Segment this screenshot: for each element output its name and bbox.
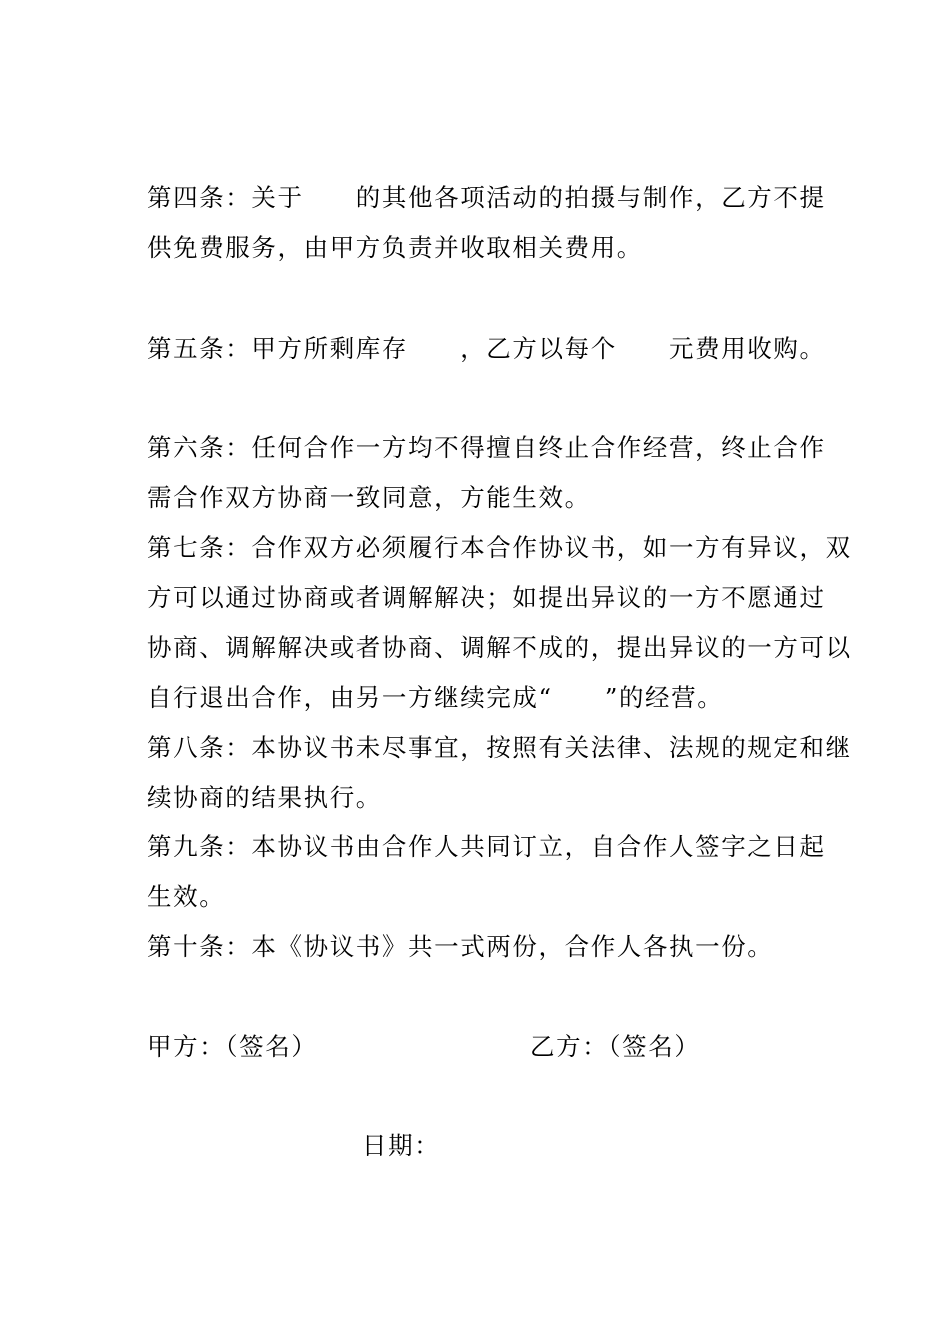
article-7-line-3: 协商、调解解决或者协商、调解不成的，提出异议的一方可以 [147, 633, 852, 662]
party-b-signature: 乙方：（签名） [530, 1032, 701, 1061]
article-4-line-1: 第四条：关于 的其他各项活动的拍摄与制作，乙方不提 [147, 183, 826, 212]
article-5-line-1: 第五条：甲方所剩库存 ，乙方以每个 元费用收购。 [147, 334, 826, 363]
article-6-line-1: 第六条：任何合作一方均不得擅自终止合作经营，终止合作 [147, 433, 826, 462]
article-7-line-2: 方可以通过协商或者调解解决；如提出异议的一方不愿通过 [147, 583, 826, 612]
article-8-line-1: 第八条：本协议书未尽事宜，按照有关法律、法规的规定和继 [147, 733, 852, 762]
article-9-line-1: 第九条：本协议书由合作人共同订立，自合作人签字之日起 [147, 832, 826, 861]
article-8-line-2: 续协商的结果执行。 [147, 783, 382, 812]
article-4-line-2: 供免费服务，由甲方负责并收取相关费用。 [147, 233, 643, 262]
article-10-line-1: 第十条：本《协议书》共一式两份，合作人各执一份。 [147, 932, 774, 961]
article-7-line-4: 自行退出合作，由另一方继续完成“ ”的经营。 [147, 683, 724, 712]
party-a-signature: 甲方：（签名） [147, 1032, 318, 1061]
article-7-line-1: 第七条：合作双方必须履行本合作协议书，如一方有异议，双 [147, 533, 852, 562]
article-6-line-2: 需合作双方协商一致同意，方能生效。 [147, 483, 591, 512]
date-label: 日期： [362, 1131, 441, 1160]
article-9-line-2: 生效。 [147, 882, 226, 911]
